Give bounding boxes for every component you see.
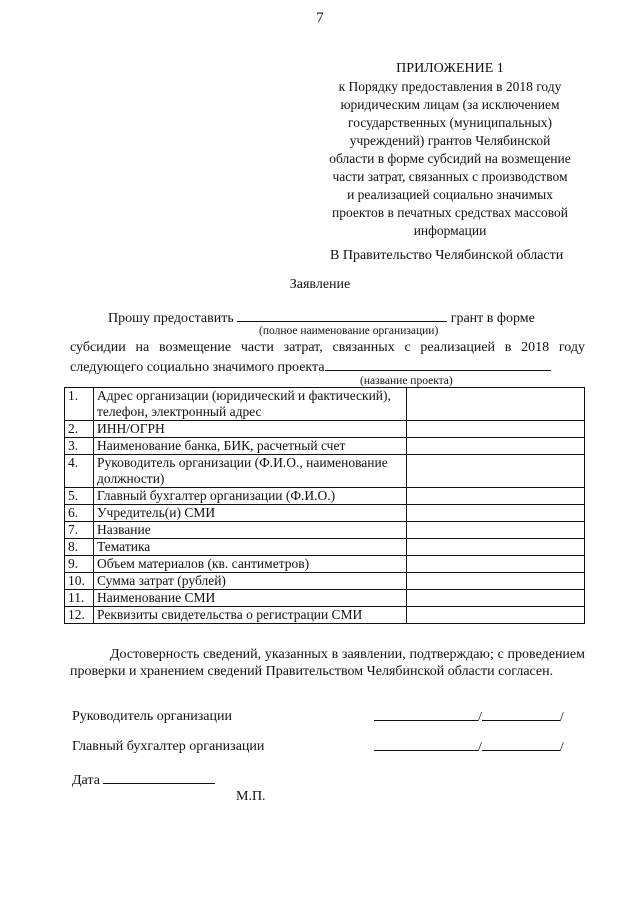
row-label: Тематика: [94, 539, 407, 556]
row-number: 4.: [65, 455, 94, 488]
row-number: 10.: [65, 573, 94, 590]
table-row: [65, 556, 585, 573]
table-row: [65, 539, 585, 556]
appendix-line: области в форме субсидий на возмещение: [329, 151, 571, 166]
accountant-signature-field[interactable]: [374, 736, 478, 751]
row-value-cell[interactable]: [407, 455, 585, 488]
organization-info-table: [64, 387, 585, 624]
request-continuation: субсидии на возмещение части затрат, связанных с реализацией в 2018 году: [70, 340, 585, 355]
table-row: [65, 590, 585, 607]
row-label: ИНН/ОГРН: [94, 421, 407, 438]
row-value-cell[interactable]: [407, 488, 585, 505]
document-title: Заявление: [289, 277, 351, 292]
row-label: Объем материалов (кв. сантиметров): [94, 556, 407, 573]
row-value-cell[interactable]: [407, 421, 585, 438]
table-row: [65, 505, 585, 522]
row-number: 2.: [65, 421, 94, 438]
row-value-cell[interactable]: [407, 573, 585, 590]
row-number: 11.: [65, 590, 94, 607]
request-prefix: Прошу предоставить: [108, 311, 234, 326]
date-label: Дата: [72, 773, 100, 788]
row-label: Главный бухгалтер организации (Ф.И.О.): [94, 488, 407, 505]
head-name-field[interactable]: [482, 706, 560, 721]
table-row: [65, 455, 585, 488]
row-label: Сумма затрат (рублей): [94, 573, 407, 590]
date-field[interactable]: [103, 769, 215, 784]
row-label: Наименование СМИ: [94, 590, 407, 607]
row-value-cell[interactable]: [407, 539, 585, 556]
page-number: 7: [316, 10, 324, 26]
project-name-caption: (название проекта): [360, 375, 453, 387]
table-row: [65, 438, 585, 455]
table-row: [65, 421, 585, 438]
row-value-cell[interactable]: [407, 505, 585, 522]
row-number: 3.: [65, 438, 94, 455]
row-number: 7.: [65, 522, 94, 539]
row-label: Наименование банка, БИК, расчетный счет: [94, 438, 407, 455]
row-number: 1.: [65, 388, 94, 421]
project-prefix: следующего социально значимого проекта: [70, 360, 325, 375]
row-value-cell[interactable]: [407, 590, 585, 607]
row-label: Реквизиты свидетельства о регистрации СМИ: [94, 607, 407, 624]
row-label: Руководитель организации (Ф.И.О., наименование должности): [94, 455, 407, 488]
row-label: Название: [94, 522, 407, 539]
appendix-block: [305, 60, 595, 240]
appendix-line: части затрат, связанных с производством: [332, 169, 568, 184]
table-row: [65, 388, 585, 421]
head-signature-field[interactable]: [374, 706, 478, 721]
signature-separator: /: [478, 740, 482, 755]
appendix-line: и реализацией социально значимых: [347, 187, 553, 202]
confirmation-text: Достоверность сведений, указанных в заявлении, подтверждаю; с проведением проверки и хранением сведений Правительством Челябинской области согласен.: [70, 647, 585, 679]
table-row: [65, 607, 585, 624]
signature-separator: /: [559, 710, 564, 725]
organization-name-caption: (полное наименование организации): [259, 325, 439, 337]
head-signature-label: Руководитель организации: [72, 709, 232, 724]
row-value-cell[interactable]: [407, 438, 585, 455]
appendix-line: государственных (муниципальных): [348, 115, 552, 130]
appendix-line: проектов в печатных средствах массовой: [332, 205, 568, 220]
row-value-cell[interactable]: [407, 522, 585, 539]
organization-name-field[interactable]: [237, 307, 447, 322]
accountant-name-field[interactable]: [482, 736, 560, 751]
table-row: [65, 522, 585, 539]
appendix-line: к Порядку предоставления в 2018 году: [338, 79, 562, 94]
row-number: 8.: [65, 539, 94, 556]
row-label: Учредитель(и) СМИ: [94, 505, 407, 522]
table-row: [65, 488, 585, 505]
signature-separator: /: [559, 740, 564, 755]
appendix-heading: ПРИЛОЖЕНИЕ 1: [396, 61, 504, 76]
row-number: 6.: [65, 505, 94, 522]
table-row: [65, 573, 585, 590]
row-label: Адрес организации (юридический и фактический), телефон, электронный адрес: [94, 388, 407, 421]
row-number: 12.: [65, 607, 94, 624]
head-signature-fields: [374, 706, 564, 726]
appendix-line: информации: [413, 223, 487, 238]
stamp-placeholder: М.П.: [236, 789, 266, 804]
project-line: [70, 356, 551, 376]
addressee: В Правительство Челябинской области: [330, 248, 564, 263]
signature-separator: /: [478, 710, 482, 725]
accountant-signature-fields: [374, 736, 564, 756]
date-line: [72, 769, 215, 789]
row-value-cell[interactable]: [407, 607, 585, 624]
row-number: 5.: [65, 488, 94, 505]
appendix-line: учреждений) грантов Челябинской: [349, 133, 551, 148]
project-name-field[interactable]: [325, 356, 551, 371]
row-value-cell[interactable]: [407, 388, 585, 421]
accountant-signature-label: Главный бухгалтер организации: [72, 739, 265, 754]
request-suffix: грант в форме: [450, 311, 535, 326]
row-value-cell[interactable]: [407, 556, 585, 573]
appendix-line: юридическим лицам (за исключением: [340, 97, 560, 112]
row-number: 9.: [65, 556, 94, 573]
